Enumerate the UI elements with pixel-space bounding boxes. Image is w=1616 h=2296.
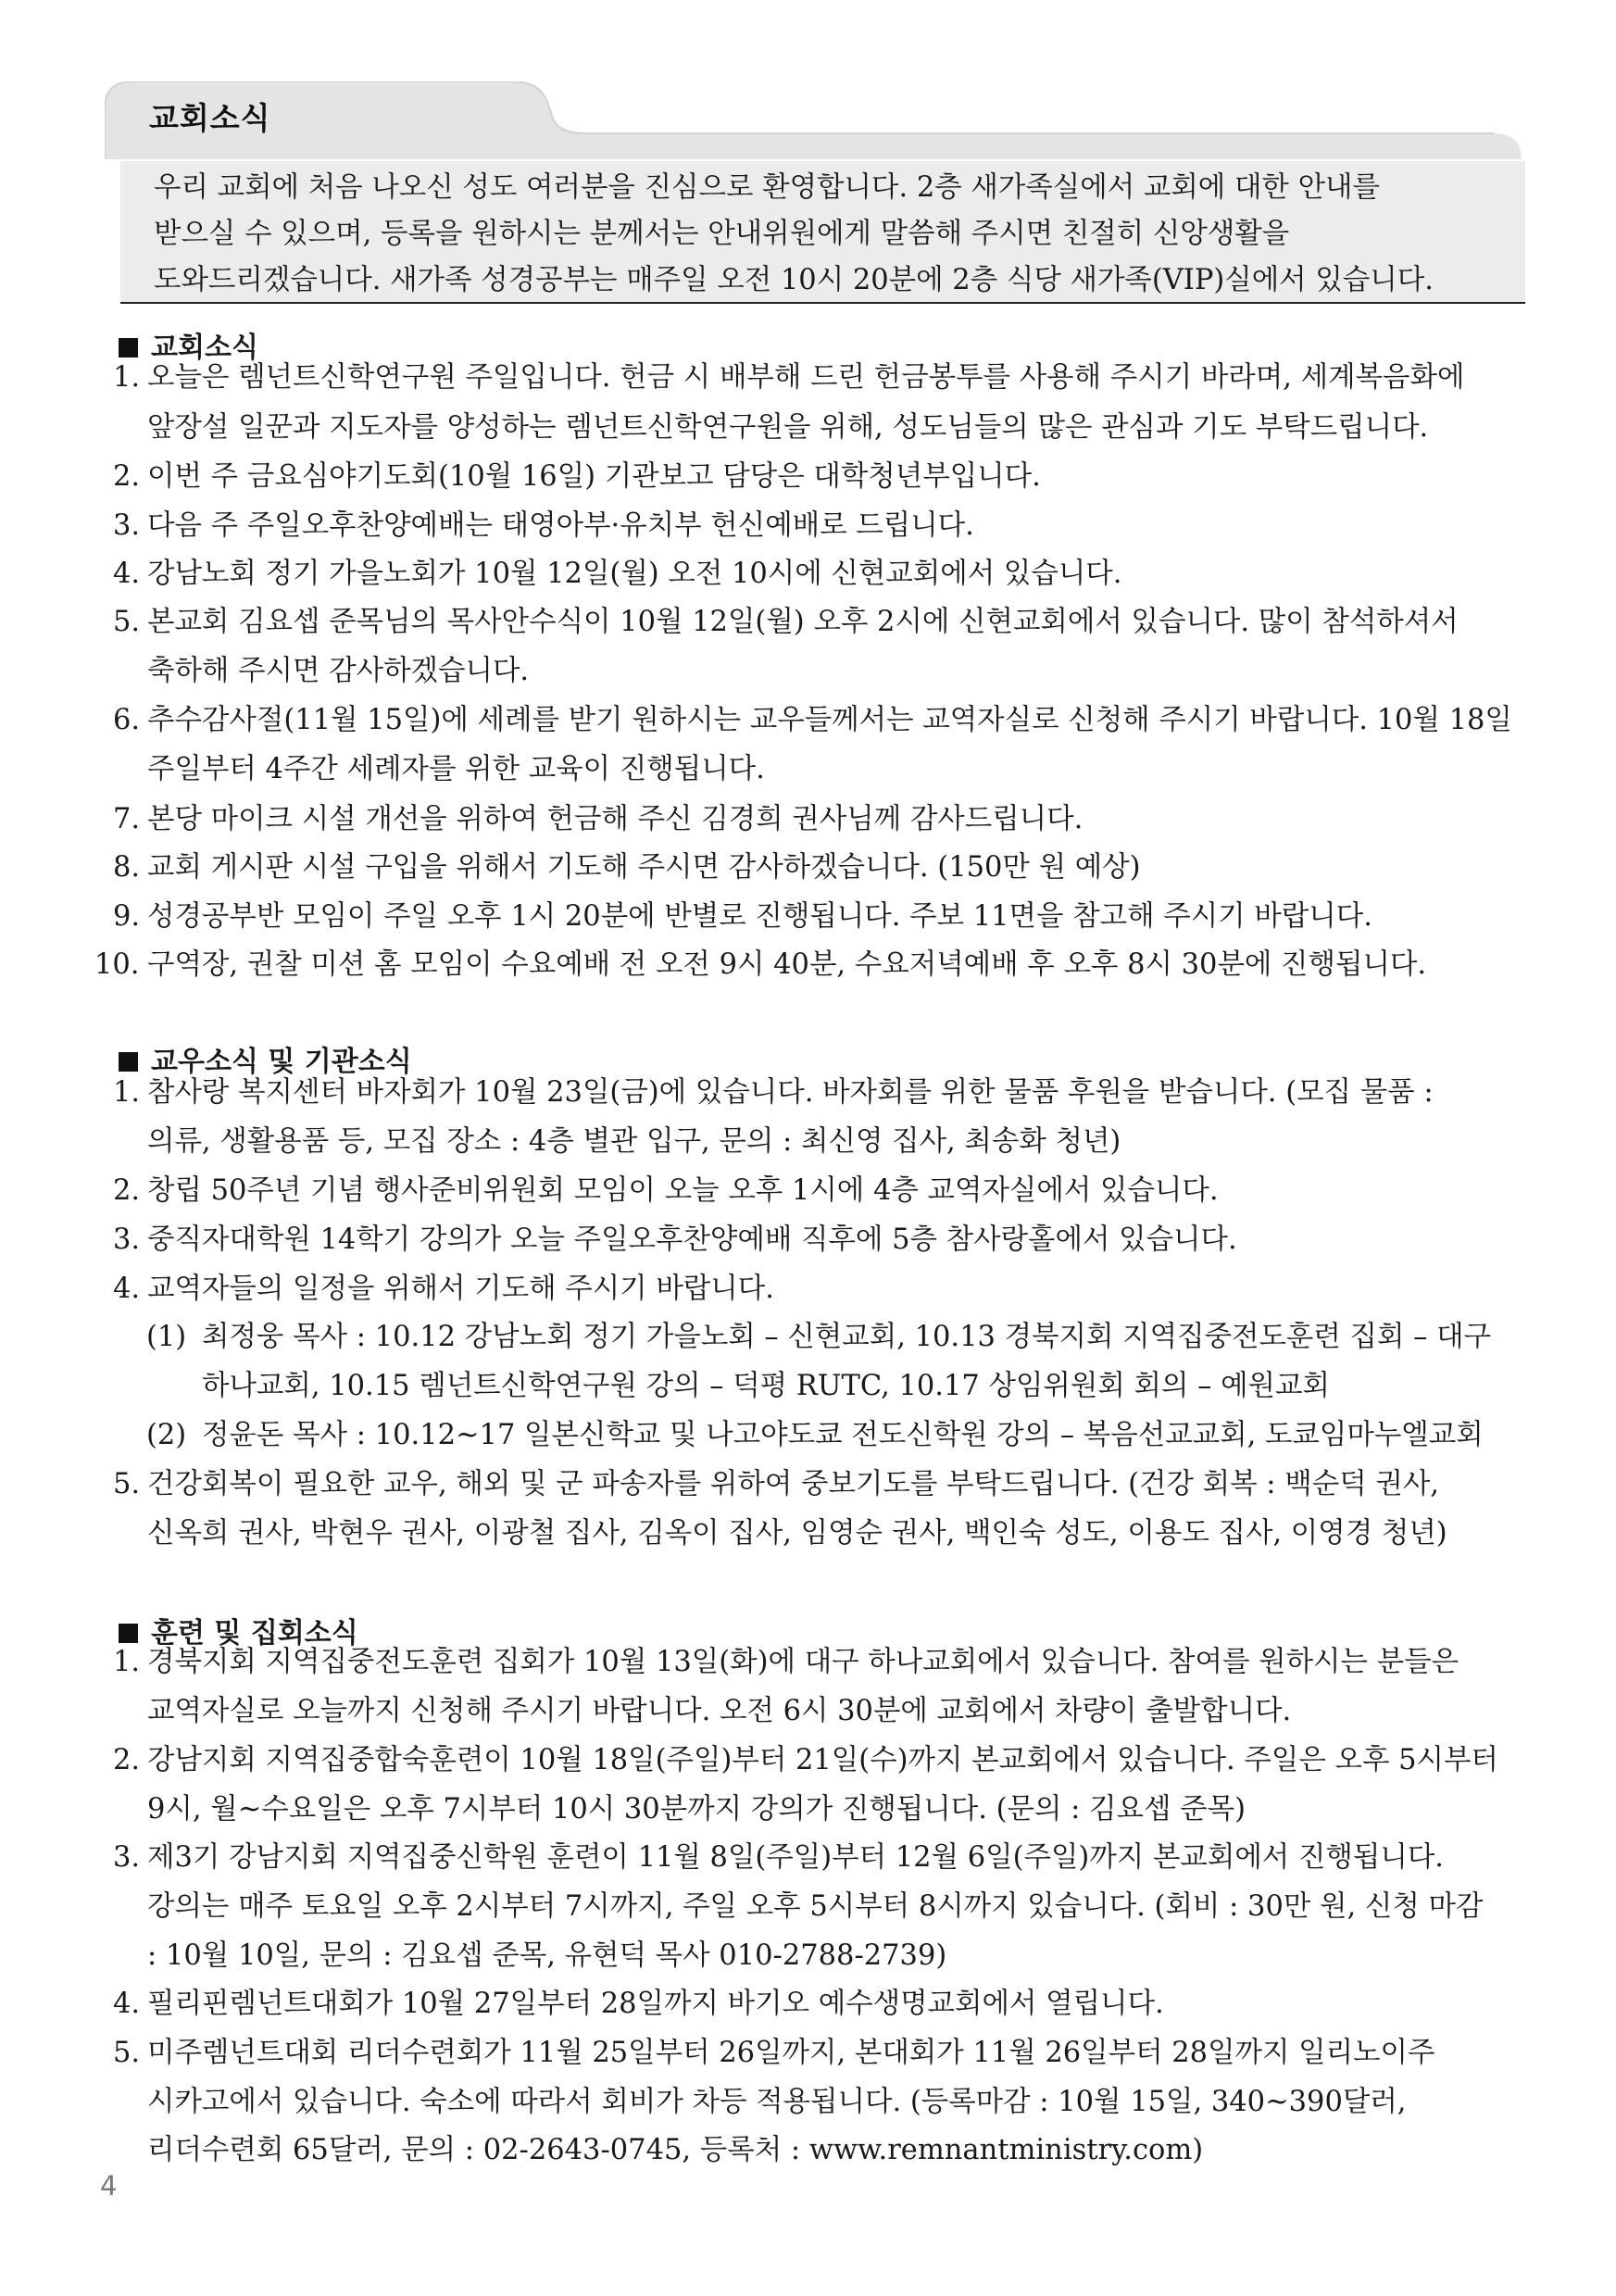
welcome-line: 우리 교회에 처음 나오신 성도 여러분을 진심으로 환영합니다. 2층 새가족실에서 교회에 대한 안내를: [154, 171, 1380, 204]
item-number: 3.: [113, 1841, 141, 1874]
welcome-line: 도와드리겠습니다. 새가족 성경공부는 매주일 오전 10시 20분에 2층 식당 새가족(VIP)실에서 있습니다.: [154, 264, 1434, 296]
item-text: 추수감사절(11월 15일)에 세례를 받기 원하시는 교우들께서는 교역자실로 신청해 주시기 바랍니다. 10월 18일: [147, 704, 1512, 736]
welcome-box: [120, 161, 1525, 304]
list-item-line: [147, 2086, 1406, 2119]
square-bullet-icon: [119, 338, 138, 358]
item-number: 4.: [113, 1273, 141, 1305]
item-text: 중직자대학원 14학기 강의가 오늘 주일오후찬양예배 직후에 5층 참사랑홀에서 있습니다.: [147, 1223, 1237, 1256]
list-item-line: [202, 1370, 1330, 1403]
item-number: 1.: [113, 1076, 141, 1109]
item-number: 8.: [113, 851, 141, 884]
item-number: 1.: [113, 361, 141, 394]
item-number: 5.: [113, 606, 141, 638]
item-text: 신옥희 권사, 박현우 권사, 이광철 집사, 김옥이 집사, 임영순 권사, 백인숙 성도, 이용도 집사, 이영경 청년): [147, 1517, 1447, 1549]
item-text: 구역장, 권찰 미션 홈 모임이 수요예배 전 오전 9시 40분, 수요저녁예배 후 오후 8시 30분에 진행됩니다.: [147, 948, 1427, 981]
list-item-line: [113, 1646, 1459, 1679]
item-number: 2.: [113, 460, 141, 493]
list-item-line: [113, 1468, 1439, 1501]
item-number: 3.: [113, 1223, 141, 1256]
list-item-line: [113, 606, 1459, 639]
list-item-line: [146, 1321, 1491, 1354]
list-item-line: [113, 1223, 1237, 1257]
list-item-line: [113, 460, 1041, 494]
list-item-line: [147, 655, 529, 688]
list-item-line: [146, 1419, 1484, 1452]
item-number: 9.: [113, 900, 141, 933]
item-text: 의류, 생활용품 등, 모집 장소 : 4층 별관 입구, 문의 : 최신영 집사, 최송화 청년): [147, 1125, 1121, 1158]
list-item-line: [113, 361, 1464, 395]
list-item-line: [113, 558, 1121, 591]
header-title: 교회소식: [149, 100, 271, 136]
item-text: 시카고에서 있습니다. 숙소에 따라서 회비가 차등 적용됩니다. (등록마감 : 10월 15일, 340~390달러,: [147, 2086, 1407, 2118]
item-text: 강남노회 정기 가을노회가 10월 12일(월) 오전 10시에 신현교회에서 있습니다.: [147, 558, 1122, 590]
section-title-text: 교회소식: [151, 332, 258, 364]
welcome-line: 받으실 수 있으며, 등록을 원하시는 분께서는 안내위원에게 말씀해 주시면 친절히 신앙생활을: [154, 218, 1290, 250]
item-text: 교회 게시판 시설 구입을 위해서 기도해 주시면 감사하겠습니다. (150만 원 예상): [147, 851, 1141, 884]
item-text: 교역자실로 오늘까지 신청해 주시기 바랍니다. 오전 6시 30분에 교회에서 차량이 출발합니다.: [147, 1695, 1292, 1727]
item-text: 오늘은 렘넌트신학연구원 주일입니다. 헌금 시 배부해 드린 헌금봉투를 사용해 주시기 바라며, 세계복음화에: [147, 361, 1465, 394]
item-text: 최정웅 목사 : 10.12 강남노회 정기 가을노회 – 신현교회, 10.13 경북지회 지역집중전도훈련 집회 – 대구: [202, 1321, 1492, 1353]
item-number: (2): [146, 1419, 187, 1451]
list-item-line: [147, 2134, 1203, 2167]
list-item-line: [147, 1517, 1447, 1550]
section-header: [105, 82, 1522, 159]
item-text: 축하해 주시면 감사하겠습니다.: [147, 655, 530, 687]
section-title: [119, 1038, 412, 1079]
page-number: 4: [100, 2170, 118, 2202]
item-number: 5.: [113, 1468, 141, 1500]
section-title: [119, 324, 258, 365]
header-tab-shape: [105, 82, 1522, 159]
item-text: 교역자들의 일정을 위해서 기도해 주시기 바랍니다.: [147, 1273, 774, 1305]
list-item-line: [147, 1695, 1291, 1728]
list-item-line: [147, 1890, 1483, 1924]
list-item-line: [113, 509, 974, 543]
list-item-line: [147, 1939, 946, 1973]
item-text: 이번 주 금요심야기도회(10월 16일) 기관보고 담당은 대학청년부입니다.: [147, 460, 1041, 493]
item-number: 2.: [113, 1174, 141, 1207]
item-number: 4.: [113, 1988, 141, 2020]
item-text: 주일부터 4주간 세례자를 위한 교육이 진행됩니다.: [147, 753, 765, 785]
list-item-line: [113, 1174, 1219, 1208]
item-text: 하나교회, 10.15 렘넌트신학연구원 강의 – 덕평 RUTC, 10.17 상임위원회 회의 – 예원교회: [202, 1370, 1330, 1402]
item-text: 본당 마이크 시설 개선을 위하여 헌금해 주신 김경희 권사님께 감사드립니다.: [147, 803, 1084, 835]
list-item-line: [113, 803, 1083, 836]
list-item-line: [113, 1988, 1164, 2021]
item-text: 정윤돈 목사 : 10.12~17 일본신학교 및 나고야도쿄 전도신학원 강의 – 복음선교교회, 도쿄임마누엘교회: [202, 1419, 1484, 1451]
square-bullet-icon: [119, 1624, 138, 1643]
item-number: 3.: [113, 509, 141, 542]
item-number: 4.: [113, 558, 141, 590]
item-text: 본교회 김요셉 준목님의 목사안수식이 10월 12일(월) 오후 2시에 신현교회에서 있습니다. 많이 참석하셔서: [147, 606, 1459, 638]
section-title: [119, 1610, 358, 1650]
list-item-line: [113, 1273, 774, 1306]
item-number: 1.: [113, 1646, 141, 1678]
list-item-line: [113, 704, 1512, 737]
item-number: 5.: [113, 2037, 141, 2069]
item-number: (1): [146, 1321, 187, 1353]
section-title-text: 교우소식 및 기관소식: [151, 1046, 412, 1078]
item-text: 미주렘넌트대회 리더수련회가 11월 25일부터 26일까지, 본대회가 11월 26일부터 28일까지 일리노이주: [147, 2037, 1435, 2069]
item-text: 창립 50주년 기념 행사준비위원회 모임이 오늘 오후 1시에 4층 교역자실에서 있습니다.: [147, 1174, 1219, 1207]
list-item-line: [113, 2037, 1434, 2070]
item-text: 건강회복이 필요한 교우, 해외 및 군 파송자를 위하여 중보기도를 부탁드립니다. (건강 회복 : 백순덕 권사,: [147, 1468, 1439, 1500]
list-item-line: [147, 1793, 1246, 1826]
list-item-line: [113, 851, 1141, 885]
item-text: 다음 주 주일오후찬양예배는 태영아부·유치부 헌신예배로 드립니다.: [147, 509, 974, 542]
list-item-line: [94, 948, 1426, 982]
item-text: 제3기 강남지회 지역집중신학원 훈련이 11월 8일(주일)부터 12월 6일(주일)까지 본교회에서 진행됩니다.: [147, 1841, 1444, 1874]
item-text: 강남지회 지역집중합숙훈련이 10월 18일(주일)부터 21일(수)까지 본교회에서 있습니다. 주일은 오후 5시부터: [147, 1744, 1498, 1776]
item-text: 참사랑 복지센터 바자회가 10월 23일(금)에 있습니다. 바자회를 위한 물품 후원을 받습니다. (모집 물품 :: [147, 1076, 1434, 1109]
item-text: 필리핀렘넌트대회가 10월 27일부터 28일까지 바기오 예수생명교회에서 열립니다.: [147, 1988, 1164, 2020]
item-text: 강의는 매주 토요일 오후 2시부터 7시까지, 주일 오후 5시부터 8시까지 있습니다. (회비 : 30만 원, 신청 마감: [147, 1890, 1484, 1923]
item-text: 성경공부반 모임이 주일 오후 1시 20분에 반별로 진행됩니다. 주보 11면을 참고해 주시기 바랍니다.: [147, 900, 1372, 933]
item-number: 2.: [113, 1744, 141, 1776]
section-title-text: 훈련 및 집회소식: [151, 1617, 358, 1650]
item-text: 리더수련회 65달러, 문의 : 02-2643-0745, 등록처 : www.remnantministry.com): [147, 2134, 1204, 2166]
list-item-line: [113, 900, 1372, 934]
item-text: 앞장설 일꾼과 지도자를 양성하는 렘넌트신학연구원을 위해, 성도님들의 많은 관심과 기도 부탁드립니다.: [147, 411, 1429, 444]
item-number: 10.: [94, 948, 140, 981]
item-text: : 10월 10일, 문의 : 김요셉 준목, 유현덕 목사 010-2788-2739): [147, 1939, 947, 1972]
item-number: 7.: [113, 803, 141, 835]
item-text: 경북지회 지역집중전도훈련 집회가 10월 13일(화)에 대구 하나교회에서 있습니다. 참여를 원하시는 분들은: [147, 1646, 1459, 1678]
list-item-line: [113, 1076, 1434, 1110]
item-number: 6.: [113, 704, 141, 736]
list-item-line: [147, 1125, 1121, 1159]
list-item-line: [147, 753, 765, 786]
list-item-line: [113, 1744, 1498, 1777]
list-item-line: [147, 411, 1428, 445]
square-bullet-icon: [119, 1052, 138, 1072]
list-item-line: [113, 1841, 1444, 1875]
item-text: 9시, 월~수요일은 오후 7시부터 10시 30분까지 강의가 진행됩니다. (문의 : 김요셉 준목): [147, 1793, 1246, 1826]
